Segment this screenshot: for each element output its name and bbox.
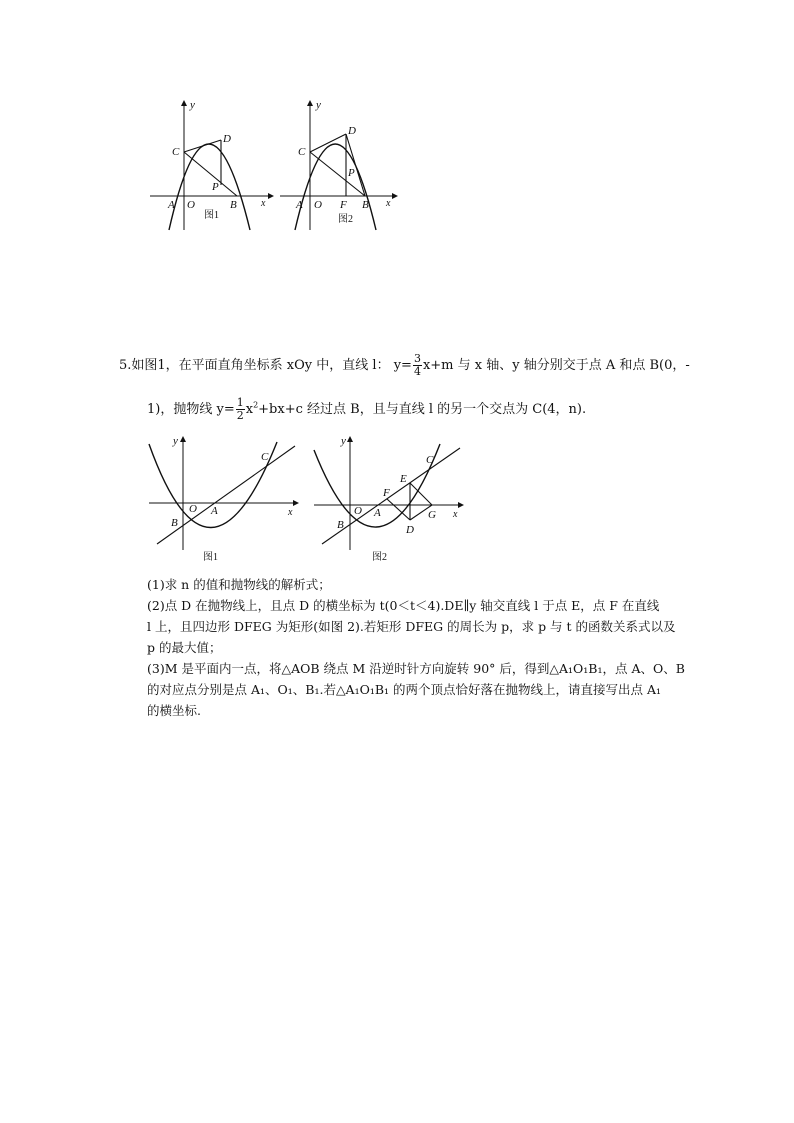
caption: 图2 <box>372 552 387 563</box>
problem-text: x+m 与 x 轴、y 轴分别交于点 A 和点 B(0，- <box>422 358 690 373</box>
fraction-1-2: $\frac{1}{2}$ <box>236 396 244 422</box>
label-O: O <box>314 199 322 211</box>
label-C: C <box>172 146 180 158</box>
problem-text: x <box>245 402 254 417</box>
label-E: E <box>400 473 407 485</box>
question-2-line-2: l 上，且四边形 DFEG 为矩形(如图 2).若矩形 DFEG 的周长为 p，求 p 与 t 的函数关系式以及 <box>147 619 676 634</box>
label-B: B <box>362 199 369 211</box>
label-C: C <box>261 451 269 463</box>
label-F: F <box>340 199 347 211</box>
label-O: O <box>189 503 197 515</box>
top-figure-1 <box>150 98 275 233</box>
label-B: B <box>171 517 178 529</box>
problem-line-2 <box>147 397 586 422</box>
problem-text: 1)，抛物线 y= <box>147 402 235 417</box>
label-O: O <box>187 199 195 211</box>
question-3-line-2: 的对应点分别是点 A₁、O₁、B₁.若△A₁O₁B₁ 的两个顶点恰好落在抛物线上，请直接写出点 A₁ <box>147 682 662 697</box>
label-A: A <box>296 199 303 211</box>
question-2-line-1: (2)点 D 在抛物线上，且点 D 的横坐标为 t(0＜t＜4).DE∥y 轴交直线 l 于点 E，点 F 在直线 <box>147 598 660 613</box>
bottom-figure-2 <box>310 432 470 567</box>
problem-text: 5.如图1，在平面直角坐标系 xOy 中，直线 l： y= <box>119 358 412 373</box>
label-P: P <box>212 181 219 193</box>
label-D: D <box>406 524 414 536</box>
label-x: x <box>288 507 293 518</box>
label-C: C <box>298 146 306 158</box>
question-1: (1)求 n 的值和抛物线的解析式； <box>147 577 331 592</box>
label-G: G <box>428 509 436 521</box>
label-C: C <box>426 454 434 466</box>
top-figure-2 <box>280 98 405 233</box>
segment-CD <box>310 134 346 152</box>
problem-line-1 <box>119 353 690 378</box>
problem-text: +bx+c 经过点 B，且与直线 l 的另一个交点为 C(4，n). <box>258 402 587 417</box>
label-P: P <box>348 167 355 179</box>
caption: 图2 <box>338 214 353 225</box>
question-3-line-3: 的横坐标. <box>147 703 201 718</box>
label-y: y <box>190 99 195 111</box>
caption: 图1 <box>203 552 218 563</box>
line-l <box>157 446 295 544</box>
label-D: D <box>348 125 356 137</box>
label-A: A <box>374 507 381 519</box>
label-A: A <box>168 199 175 211</box>
top-figure-1-diagram <box>150 98 275 233</box>
label-O: O <box>354 505 362 517</box>
label-D: D <box>223 133 231 145</box>
segment-DB <box>346 134 365 196</box>
label-F: F <box>383 487 390 499</box>
top-figure-2-diagram <box>280 98 405 233</box>
question-3-line-1: (3)M 是平面内一点，将△AOB 绕点 M 沿逆时针方向旋转 90° 后，得到△A₁O₁B₁，点 A、O、B <box>147 661 685 676</box>
label-x: x <box>453 509 458 520</box>
parabola <box>295 144 376 230</box>
label-x: x <box>386 198 391 209</box>
label-B: B <box>230 199 237 211</box>
bottom-figure-1 <box>145 432 305 567</box>
question-2-line-3: p 的最大值； <box>147 640 222 655</box>
bottom-figure-1-diagram <box>145 432 305 567</box>
label-y: y <box>341 435 346 447</box>
superscript: 2 <box>253 400 259 410</box>
label-y: y <box>316 99 321 111</box>
label-y: y <box>173 435 178 447</box>
fraction-3-4: $\frac{3}{4}$ <box>413 352 421 378</box>
bottom-figure-2-diagram <box>310 432 470 567</box>
caption: 图1 <box>204 210 219 221</box>
segment-CB <box>184 152 237 196</box>
segment-CB <box>310 152 365 196</box>
label-x: x <box>261 198 266 209</box>
label-A: A <box>211 505 218 517</box>
label-B: B <box>337 519 344 531</box>
